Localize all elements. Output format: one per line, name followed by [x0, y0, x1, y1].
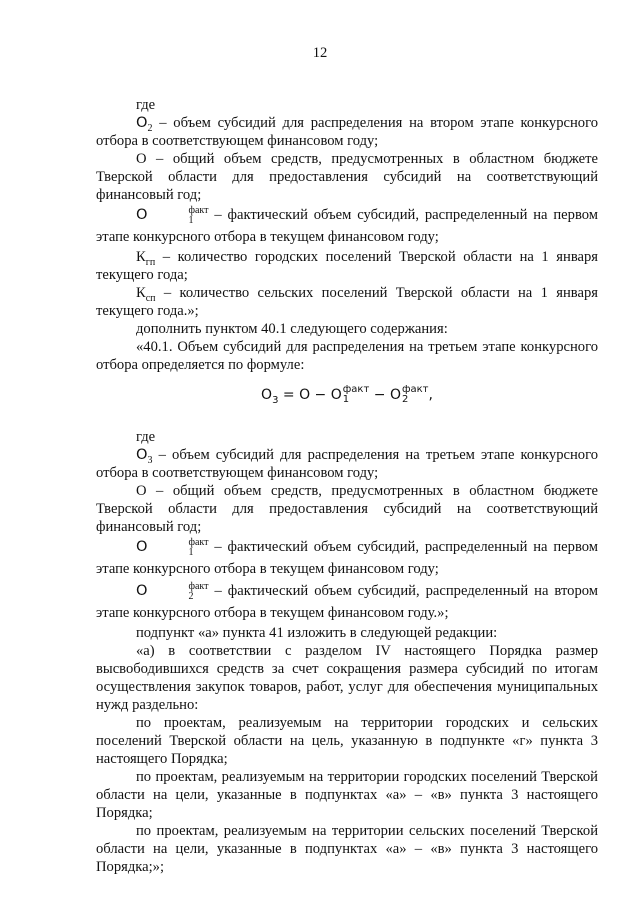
formula-o3-symbol: O: [261, 387, 273, 403]
formula-comma: ,: [428, 387, 433, 403]
symbol-o: О: [136, 151, 147, 167]
symbol-o2-fact-sup: факт: [188, 580, 209, 592]
formula-term2-indices: [402, 385, 429, 405]
definition-o1-fact-text: – фактический объем субсидий, распределенный на первом этапе конкурсного отбора в текущем финансовом году;: [96, 207, 598, 245]
amendment-subpoint-a: подпункт «а» пункта 41 изложить в следующей редакции:: [136, 625, 498, 641]
definition-o1-fact: [96, 204, 598, 248]
formula-term1-symbol: O: [330, 387, 342, 403]
symbol-o2-sub: 2: [147, 122, 153, 134]
where-label-2: где: [136, 429, 156, 445]
definition-o-2: [96, 482, 598, 536]
formula-equals: = O −: [278, 387, 331, 403]
definition-o3: [96, 446, 598, 482]
formula-term2-sup: факт: [401, 384, 429, 395]
definition-o1-fact-2: [96, 536, 598, 580]
formula-term1-sup: факт: [342, 384, 370, 395]
symbol-o1-fact-indices: [149, 206, 209, 226]
paragraph-40-1: «40.1. Объем субсидий для распределения на третьем этапе конкурсного отбора определяется по формуле:: [96, 339, 598, 373]
formula-term2-sub: 2: [401, 394, 409, 405]
definition-o: [96, 150, 598, 204]
formula-o3: [96, 374, 598, 416]
spacer: [96, 416, 598, 428]
symbol-o3-sub: 3: [147, 454, 153, 466]
symbol-o3: O: [136, 446, 148, 463]
formula-minus: −: [369, 387, 390, 403]
document-body: [96, 96, 598, 876]
where-label: где: [136, 97, 156, 113]
page-number: 12: [312, 45, 328, 61]
symbol-o1-fact-sup: факт: [188, 204, 209, 216]
formula-o3-sub: 3: [272, 394, 279, 406]
symbol-o2-fact: O: [136, 582, 148, 599]
projects-urban: по проектам, реализуемым на территории городских поселений Тверской области на цели, указанные в подпунктах «а» – «в» пункта 3 настоящего Порядка;: [96, 769, 598, 821]
definition-o1-fact-2-text: – фактический объем субсидий, распределенный на первом этапе конкурсного отбора в текущем финансовом году;: [96, 539, 598, 577]
symbol-kgp: К: [136, 249, 146, 265]
symbol-o1-fact-2-sub: 1: [188, 546, 194, 558]
definition-o2-fact-text: – фактический объем субсидий, распределенный на втором этапе конкурсного отбора в текущем финансовом году.»;: [96, 583, 598, 621]
definition-o3-text: – объем субсидий для распределения на третьем этапе конкурсного отбора в соответствующем финансовом году;: [96, 447, 598, 481]
symbol-kgp-sub: гп: [145, 256, 156, 268]
symbol-o2: O: [136, 114, 148, 131]
symbol-o-2: О: [136, 483, 147, 499]
definition-o-2-text: – общий объем средств, предусмотренных в областном бюджете Тверской области для предоставления субсидий на соответствующий финансовый год;: [96, 483, 598, 535]
paragraph-a: «а) в соответствии с разделом IV настоящего Порядка размер высвободившихся средств за счет сокращения размера субсидий по итогам осуществления закупок товаров, работ, услуг для обеспечения муниципальных нужд раздельно:: [96, 643, 598, 713]
symbol-o1-fact-2-indices: [149, 538, 209, 558]
definition-o2: [96, 114, 598, 150]
symbol-o1-fact-2-sup: факт: [188, 536, 209, 548]
definition-kgp-text: – количество городских поселений Тверской области на 1 января текущего года;: [96, 249, 598, 283]
projects-urban-rural: по проектам, реализуемым на территории городских и сельских поселений Тверской области на цель, указанную в подпункте «г» пункта 3 настоящего Порядка;: [96, 715, 598, 767]
symbol-o1-fact-sub: 1: [188, 214, 194, 226]
symbol-o1-fact: O: [136, 206, 148, 223]
formula-term1-sub: 1: [342, 394, 350, 405]
definition-o2-fact: [96, 580, 598, 624]
symbol-ksp-sub: сп: [145, 292, 156, 304]
definition-o2-text: – объем субсидий для распределения на втором этапе конкурсного отбора в соответствующем финансовом году;: [96, 115, 598, 149]
symbol-o2-fact-indices: [149, 582, 209, 602]
projects-rural: по проектам, реализуемым на территории сельских поселений Тверской области на цели, указанные в подпунктах «а» – «в» пункта 3 настоящего Порядка;»;: [96, 823, 598, 875]
definition-ksp: [96, 284, 598, 320]
formula-term2-symbol: O: [389, 387, 401, 403]
formula-term1-indices: [343, 385, 370, 405]
amendment-add-40-1: дополнить пунктом 40.1 следующего содержания:: [136, 321, 448, 337]
definition-o-text: – общий объем средств, предусмотренных в областном бюджете Тверской области для предоставления субсидий на соответствующий финансовый год;: [96, 151, 598, 203]
symbol-ksp: К: [136, 285, 146, 301]
definition-ksp-text: – количество сельских поселений Тверской области на 1 января текущего года.»;: [96, 285, 598, 319]
symbol-o1-fact-2: O: [136, 538, 148, 555]
symbol-o2-fact-sub: 2: [188, 590, 194, 602]
definition-kgp: [96, 248, 598, 284]
